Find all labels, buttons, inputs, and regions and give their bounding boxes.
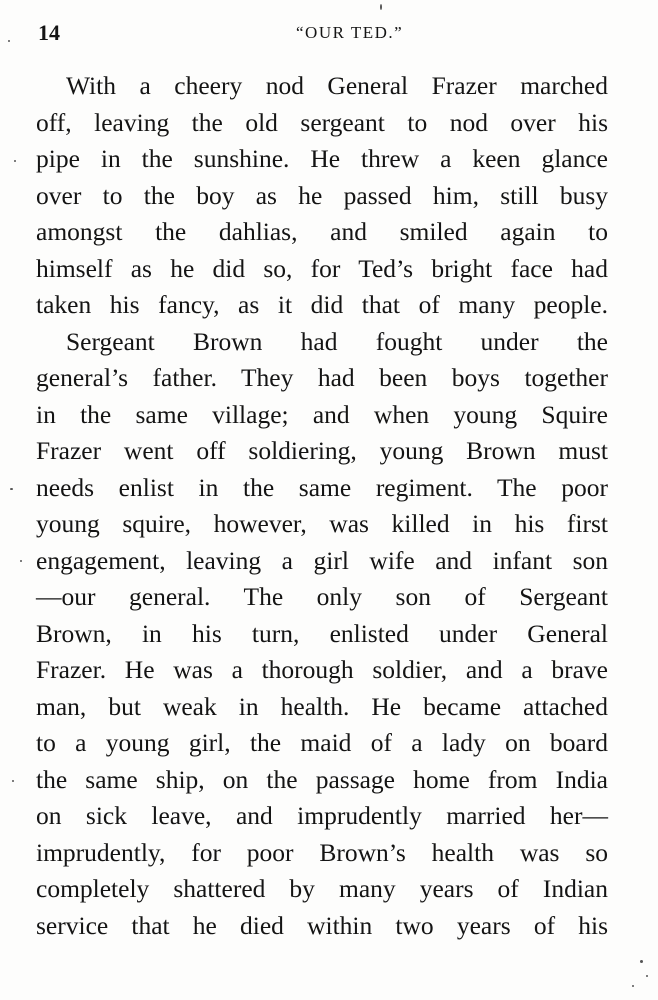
text-line: on sick leave, and imprudently married her— (36, 801, 608, 830)
body-text (36, 68, 608, 944)
text-line: young squire, however, was killed in his first (36, 509, 608, 538)
text-line: himself as he did so, for Ted’s bright face had (36, 253, 608, 283)
text-line: to a young girl, the maid of a lady on board (36, 728, 608, 757)
text-line: the same ship, on the passage home from India (36, 764, 608, 794)
text-line: engagement, leaving a girl wife and infant son (36, 545, 608, 575)
text-line: Frazer. He was a thorough soldier, and a brave (36, 655, 608, 684)
text-line: imprudently, for poor Brown’s health was so (36, 837, 608, 867)
text-line: taken his fancy, as it did that of many people. (36, 290, 608, 319)
text-line: service that he died within two years of his (36, 910, 608, 940)
text-line: in the same village; and when young Squire (36, 399, 608, 429)
text-line: —our general. The only son of Sergeant (36, 582, 608, 611)
text-line: amongst the dahlias, and smiled again to (36, 217, 608, 246)
running-head: “OUR TED.” (296, 23, 404, 42)
text-line: off, leaving the old sergeant to nod over his (36, 107, 608, 137)
page-header (38, 20, 618, 50)
text-line: pipe in the sunshine. He threw a keen glance (36, 144, 608, 173)
text-line: over to the boy as he passed him, still busy (36, 180, 608, 210)
page-number: 14 (38, 20, 60, 45)
text-line: Sergeant Brown had fought under the (66, 326, 608, 356)
text-line: Brown, in his turn, enlisted under General (36, 618, 608, 648)
text-line: Frazer went off soldiering, young Brown must (36, 436, 608, 465)
text-line: general’s father. They had been boys together (36, 363, 608, 392)
text-line: completely shattered by many years of Indian (36, 874, 608, 903)
text-line: man, but weak in health. He became attached (36, 691, 608, 721)
text-line: With a cheery nod General Frazer marched (66, 71, 608, 100)
text-line: needs enlist in the same regiment. The poor (36, 472, 608, 502)
